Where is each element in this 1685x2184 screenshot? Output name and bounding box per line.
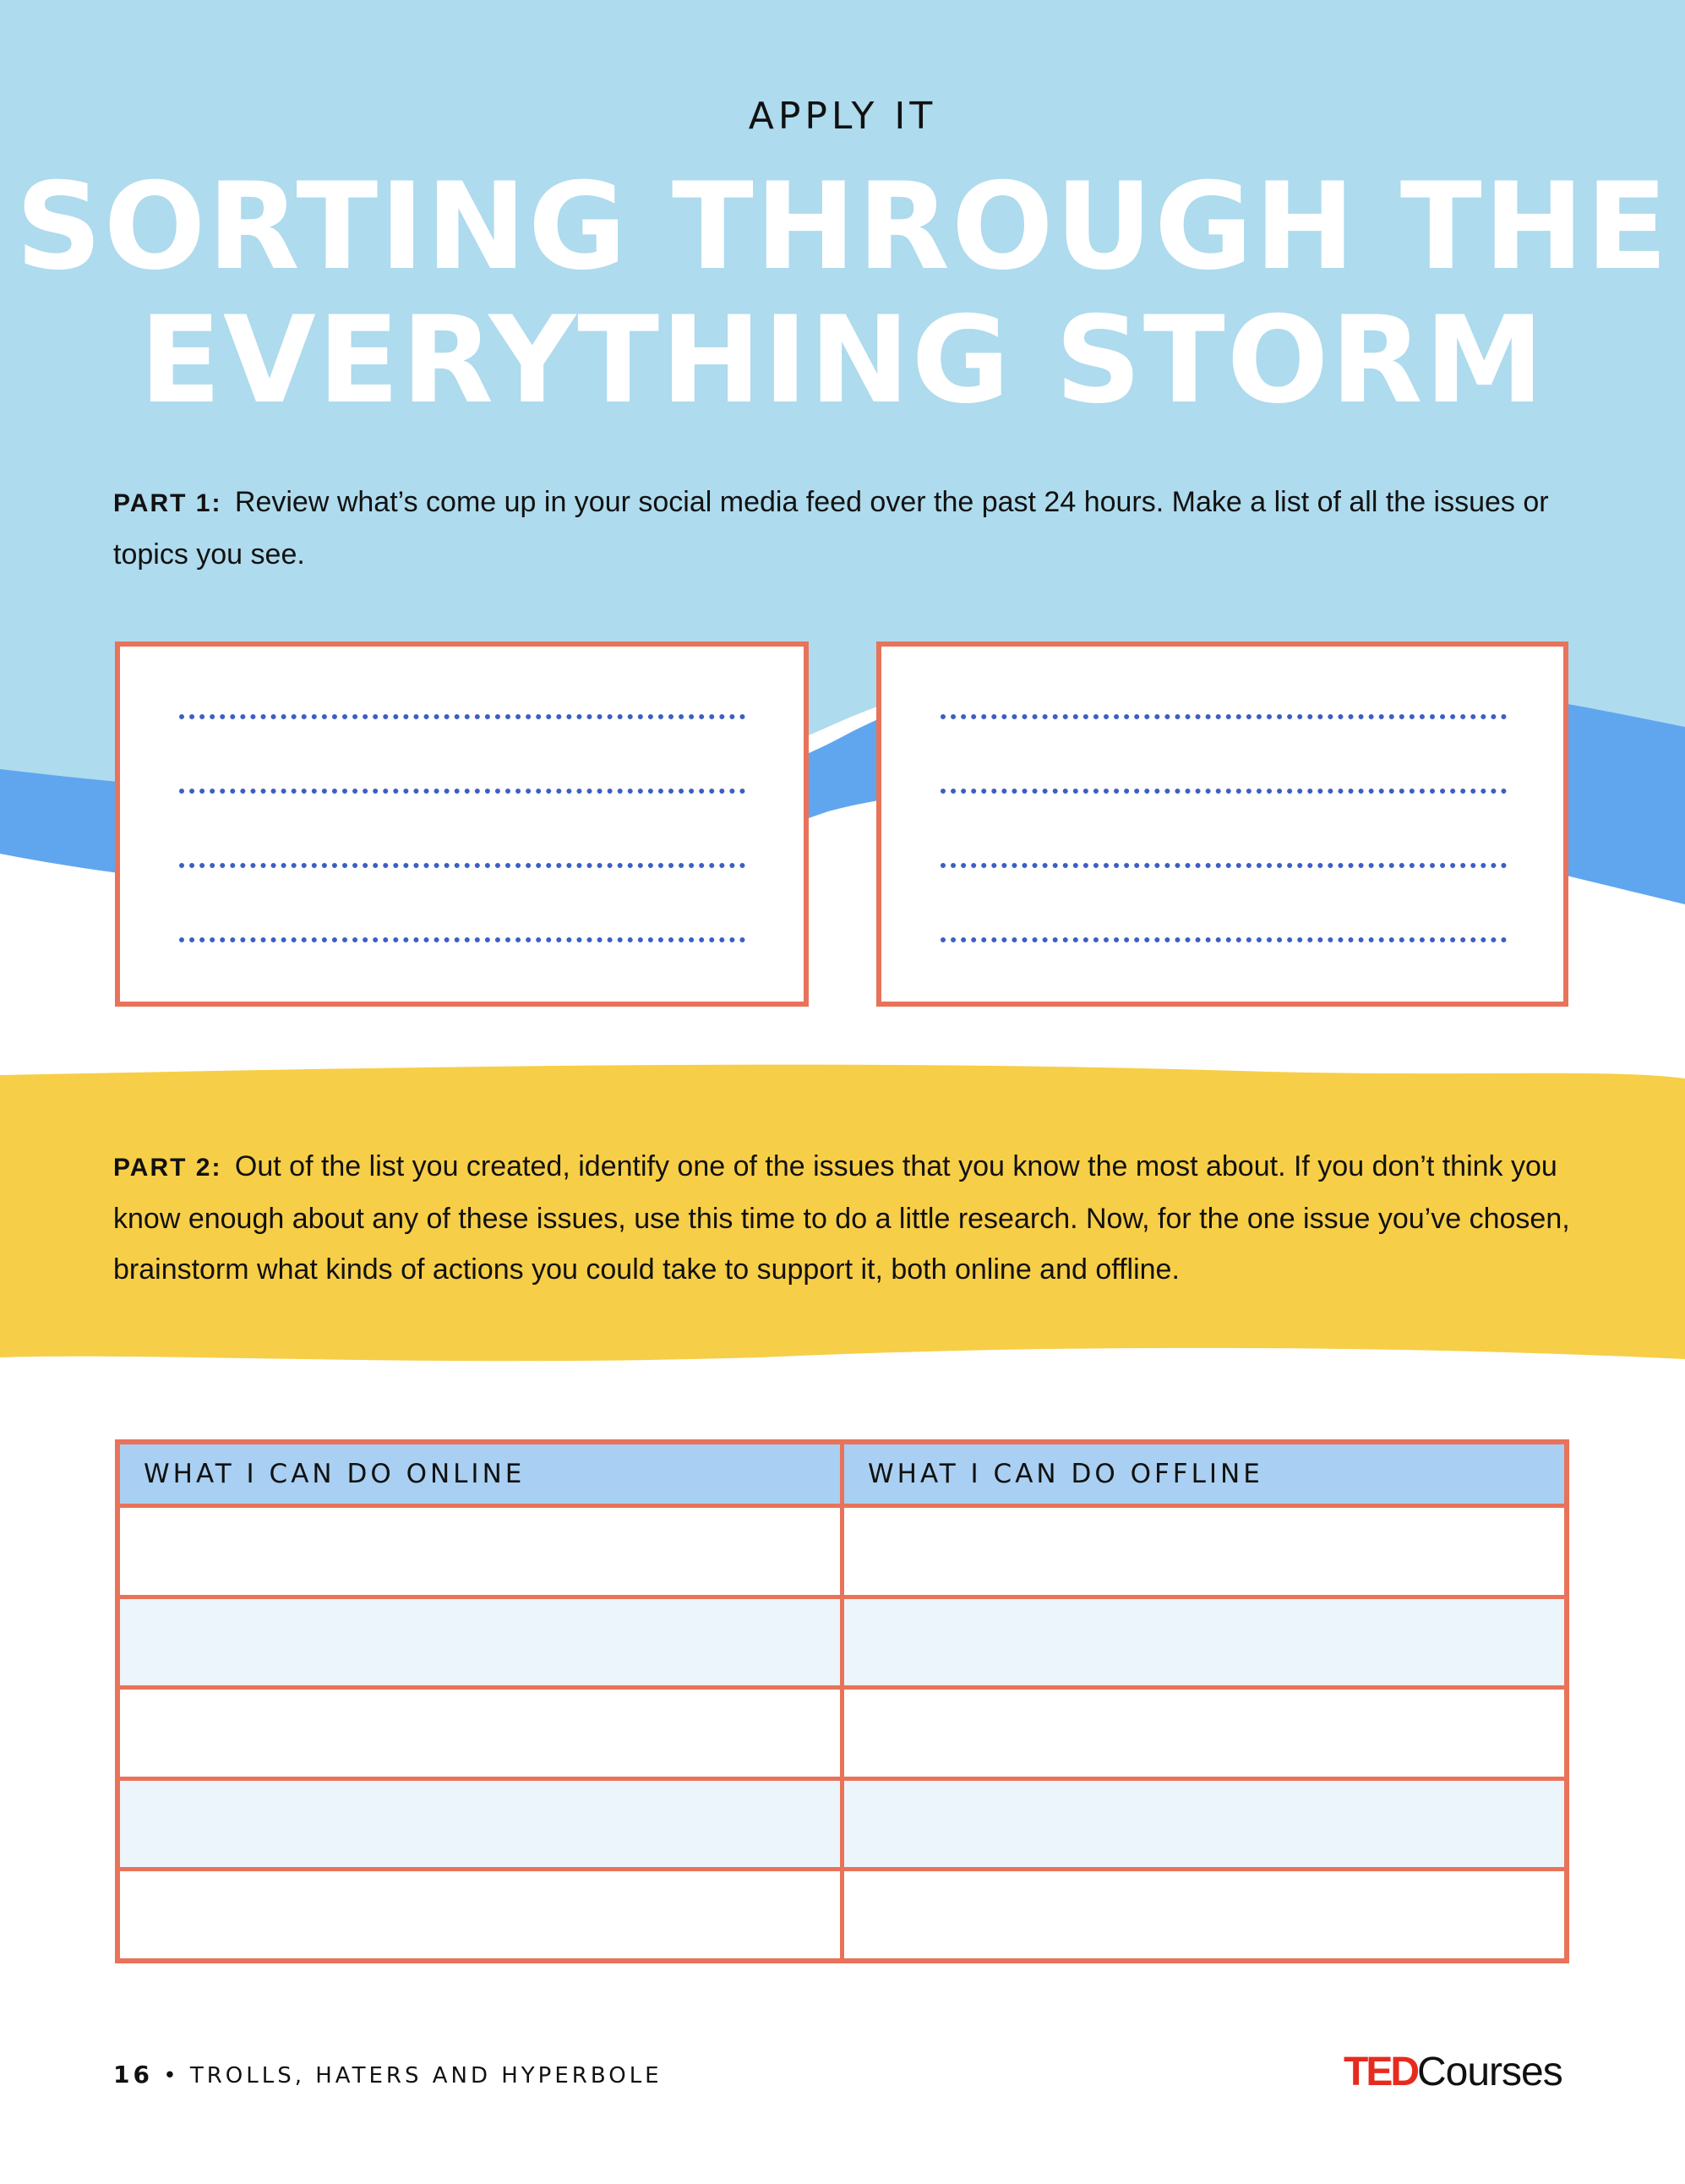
online-action-cell[interactable] [117, 1688, 842, 1779]
online-action-cell[interactable] [117, 1870, 842, 1961]
topics-box-left[interactable] [115, 642, 809, 1007]
page-title-line-2: EVERYTHING STORM [139, 291, 1546, 430]
actions-table [115, 1439, 1569, 1963]
section-eyebrow: APPLY IT [748, 95, 937, 138]
table-row [117, 1688, 1567, 1779]
writing-line[interactable] [179, 937, 745, 942]
offline-action-cell[interactable] [842, 1506, 1568, 1597]
logo-courses: Courses [1417, 2050, 1562, 2094]
page-title [0, 157, 1685, 430]
page-title-line-1: SORTING THROUGH THE [15, 157, 1670, 297]
writing-line[interactable] [941, 789, 1507, 794]
column-header-offline: WHAT I CAN DO OFFLINE [842, 1442, 1568, 1506]
logo-ted: TED [1344, 2050, 1417, 2094]
part2-text: Out of the list you created, identify one of the issues that you know the most about. If you don’t think you know enough about any of these issues, use this time to do a little research. Now, for the one issue you’ve chosen, brainstorm what kinds of actions you could take to support it, both online and offline. [113, 1150, 1570, 1286]
writing-line[interactable] [941, 714, 1507, 719]
table-row [117, 1597, 1567, 1688]
table-row [117, 1870, 1567, 1961]
offline-action-cell[interactable] [842, 1778, 1568, 1870]
writing-line[interactable] [941, 863, 1507, 868]
column-header-online: WHAT I CAN DO ONLINE [117, 1442, 842, 1506]
online-action-cell[interactable] [117, 1597, 842, 1688]
part1-label: PART 1: [113, 489, 222, 517]
ted-courses-logo [1344, 2049, 1562, 2095]
offline-action-cell[interactable] [842, 1870, 1568, 1961]
topics-box-right[interactable] [876, 642, 1568, 1007]
part1-instructions [113, 477, 1584, 580]
writing-line[interactable] [179, 714, 745, 719]
part1-text: Review what’s come up in your social media feed over the past 24 hours. Make a list of all the issues or topics you see. [113, 486, 1549, 571]
writing-line[interactable] [941, 937, 1507, 942]
writing-line[interactable] [179, 863, 745, 868]
course-title: TROLLS, HATERS AND HYPERBOLE [189, 2063, 663, 2088]
page-footer [113, 2061, 663, 2088]
writing-line[interactable] [179, 789, 745, 794]
table-row [117, 1506, 1567, 1597]
part2-instructions [113, 1141, 1584, 1295]
page-number: 16 [113, 2061, 153, 2088]
online-action-cell[interactable] [117, 1778, 842, 1870]
offline-action-cell[interactable] [842, 1688, 1568, 1779]
footer-separator: • [163, 2063, 180, 2088]
offline-action-cell[interactable] [842, 1597, 1568, 1688]
online-action-cell[interactable] [117, 1506, 842, 1597]
part2-label: PART 2: [113, 1154, 222, 1182]
table-row [117, 1778, 1567, 1870]
